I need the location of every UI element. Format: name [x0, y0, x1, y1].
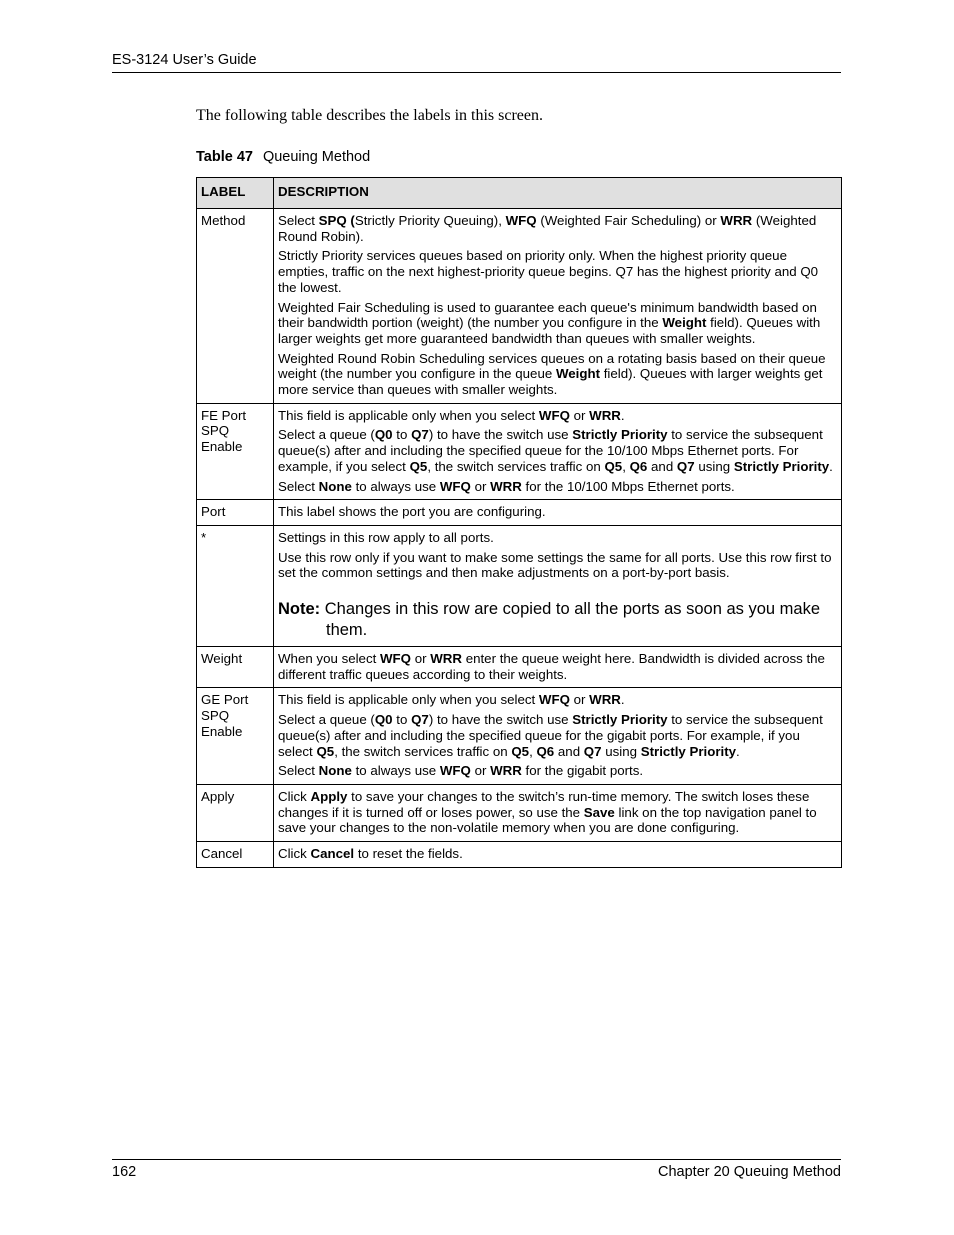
table-row: [197, 525, 842, 646]
text-run: Select: [278, 213, 319, 228]
running-header: [112, 51, 841, 73]
description-paragraph: [278, 763, 837, 779]
note-text: Changes in this row are copied to all the ports as soon as you make them.: [320, 600, 821, 640]
text-run: ) to have the switch use: [428, 712, 573, 728]
description-paragraph: [278, 427, 837, 474]
intro-text: The following table describes the labels in this screen.: [196, 107, 544, 124]
text-run: to always use: [351, 763, 440, 779]
description-paragraph: [278, 300, 837, 347]
bold-term: None: [318, 763, 352, 779]
bold-term: WFQ: [439, 478, 471, 494]
text-run: to always use: [351, 478, 440, 494]
row-label: Method: [197, 209, 274, 404]
bold-term: WRR: [490, 763, 522, 779]
text-run: Use this row only if you want to make some settings the same for all ports. Use this row first to set the common settings and then make adjustments on a port-by-port basis.: [278, 549, 832, 581]
description-paragraph: [278, 351, 837, 398]
bold-term: Q0: [374, 712, 393, 728]
bold-term: Q5: [316, 743, 335, 759]
bold-term: WFQ: [380, 651, 412, 667]
bold-term: WRR: [490, 478, 522, 494]
text-run: .: [829, 458, 833, 474]
text-run: using: [601, 743, 641, 759]
table-header-row: [197, 178, 842, 209]
bold-term: Q5: [409, 458, 428, 474]
row-label: FE Port SPQ Enable: [197, 403, 274, 500]
text-run: to service the subsequent queue(s) after and including the specified queue for the 10/100 Mbps Ethernet ports. For example, if you select: [278, 427, 823, 474]
bold-term: Q7: [676, 458, 695, 474]
text-run: This field is applicable only when you select: [278, 692, 539, 708]
text-run: Settings in this row apply to all ports.: [278, 529, 494, 545]
table-row: [197, 842, 842, 868]
text-run: or: [569, 407, 590, 423]
bold-term: WRR: [430, 651, 462, 667]
row-description: [274, 784, 842, 841]
row-label: Cancel: [197, 842, 274, 868]
bold-term: Strictly Priority: [640, 743, 737, 759]
text-run: Strictly Priority Queuing),: [354, 213, 506, 228]
label-column-header: LABEL: [197, 178, 274, 209]
text-run: and: [554, 743, 584, 759]
text-run: This label shows the port you are configuring.: [278, 504, 546, 520]
text-run: or: [470, 763, 491, 779]
text-run: (Weighted Round Robin).: [278, 213, 817, 244]
description-paragraph: [278, 530, 837, 546]
text-run: , the switch services traffic on: [334, 743, 512, 759]
bold-term: Q7: [411, 712, 429, 728]
text-run: Click: [278, 846, 311, 862]
row-label: GE Port SPQ Enable: [197, 688, 274, 785]
bold-term: Strictly Priority: [572, 712, 668, 728]
bold-term: Weight: [662, 315, 707, 331]
bold-term: Q6: [536, 743, 555, 759]
bold-term: Strictly Priority: [733, 458, 830, 474]
queuing-method-table: [196, 177, 842, 868]
text-run: ,: [529, 743, 537, 759]
text-run: ,: [622, 458, 630, 474]
bold-term: WRR: [589, 692, 621, 708]
text-run: Select a queue (: [278, 712, 375, 728]
guide-title: ES-3124 User’s Guide: [112, 52, 257, 68]
text-run: , the switch services traffic on: [427, 458, 605, 474]
bold-term: WFQ: [538, 407, 570, 423]
text-run: Select: [278, 763, 319, 779]
row-description: [274, 209, 842, 404]
row-label: Port: [197, 500, 274, 526]
text-run: for the gigabit ports.: [521, 763, 644, 779]
description-paragraph: [278, 789, 837, 836]
text-run: Select: [278, 478, 319, 494]
text-run: Click: [278, 788, 311, 804]
bold-term: Q7: [583, 743, 602, 759]
text-run: to: [392, 427, 412, 443]
note-label: Note:: [278, 600, 321, 619]
bold-term: WFQ: [505, 213, 537, 228]
row-description: [274, 403, 842, 500]
bold-term: Q5: [511, 743, 530, 759]
bold-term: Save: [583, 804, 615, 820]
description-paragraph: [278, 248, 837, 295]
bold-term: Strictly Priority: [572, 427, 668, 443]
table-caption: [196, 148, 370, 166]
table-body: [197, 209, 842, 868]
description-paragraph: [278, 408, 837, 424]
table-row: [197, 688, 842, 785]
page-footer: [112, 1159, 841, 1180]
description-column-header: DESCRIPTION: [274, 178, 842, 209]
description-paragraph: [278, 712, 837, 759]
bold-term: WFQ: [439, 763, 471, 779]
text-run: This field is applicable only when you select: [278, 407, 539, 423]
description-paragraph: [278, 846, 837, 862]
description-paragraph: [278, 213, 837, 244]
text-run: (Weighted Fair Scheduling) or: [536, 213, 721, 228]
text-run: or: [470, 478, 491, 494]
text-run: to: [392, 712, 412, 728]
table-row: [197, 403, 842, 500]
text-run: field). Queues with larger weights get more guaranteed bandwidth than queues with smaller weights.: [278, 315, 821, 346]
text-run: or: [569, 692, 590, 708]
row-description: [274, 525, 842, 646]
row-description: [274, 500, 842, 526]
text-run: .: [620, 692, 625, 708]
text-run: When you select: [278, 651, 380, 667]
text-run: using: [694, 458, 734, 474]
text-run: Strictly Priority services queues based on priority only. When the highest priority queue empties, traffic on the next highest-priority queue begins. Q7 has the highest priority and Q0 the lowest.: [278, 248, 819, 295]
text-run: field). Queues with larger weights get more service than queues with smaller weights.: [278, 366, 823, 398]
bold-term: Cancel: [310, 846, 355, 862]
description-paragraph: [278, 479, 837, 495]
table-row: [197, 784, 842, 841]
bold-term: Q6: [629, 458, 648, 474]
bold-term: Q7: [411, 427, 429, 443]
text-run: to reset the fields.: [354, 846, 463, 862]
table-title: Queuing Method: [262, 149, 371, 165]
bold-term: WRR: [589, 407, 621, 423]
note-callout: [278, 599, 837, 641]
row-label: *: [197, 525, 274, 646]
text-run: .: [620, 407, 625, 423]
row-label: Weight: [197, 647, 274, 688]
row-description: [274, 688, 842, 785]
text-run: Weighted Fair Scheduling is used to guarantee each queue's minimum bandwidth based on their bandwidth portion (weight) (the number you configure in the: [278, 299, 817, 331]
table-number: Table 47: [196, 149, 253, 165]
description-paragraph: [278, 651, 837, 682]
description-paragraph: [278, 504, 837, 520]
bold-term: WFQ: [538, 692, 570, 708]
text-run: to save your changes to the switch’s run-time memory. The switch loses these changes if it is turned off or loses power, so use the: [278, 788, 810, 820]
text-run: to service the subsequent queue(s) after and including the specified queue for the gigabit ports. For example, if you select: [278, 712, 823, 759]
text-run: and: [647, 458, 677, 474]
bold-term: Q0: [374, 427, 393, 443]
bold-term: Apply: [310, 788, 348, 804]
row-label: Apply: [197, 784, 274, 841]
text-run: or: [411, 651, 431, 667]
text-run: Select a queue (: [278, 427, 375, 443]
bold-term: None: [318, 478, 352, 494]
text-run: enter the queue weight here. Bandwidth is divided across the different traffic queues according to their weights.: [278, 651, 825, 682]
page-number: 162: [112, 1164, 137, 1180]
row-description: [274, 842, 842, 868]
table-row: [197, 647, 842, 688]
text-run: Weighted Round Robin Scheduling services queues on a rotating basis based on their queue weight (the number you configure in the queue: [278, 350, 826, 382]
text-run: .: [736, 743, 740, 759]
description-paragraph: [278, 692, 837, 708]
description-paragraph: [278, 550, 837, 581]
bold-term: Q5: [604, 458, 623, 474]
row-description: [274, 647, 842, 688]
bold-term: WRR: [720, 213, 753, 228]
table-row: [197, 500, 842, 526]
table-row: [197, 209, 842, 404]
text-run: link on the top navigation panel to save your changes to the non-volatile memory when you are done configuring.: [278, 804, 817, 836]
text-run: ) to have the switch use: [428, 427, 573, 443]
bold-term: Weight: [555, 366, 601, 382]
chapter-title: Chapter 20 Queuing Method: [658, 1164, 841, 1180]
text-run: for the 10/100 Mbps Ethernet ports.: [521, 478, 735, 494]
bold-term: SPQ (: [318, 213, 355, 228]
